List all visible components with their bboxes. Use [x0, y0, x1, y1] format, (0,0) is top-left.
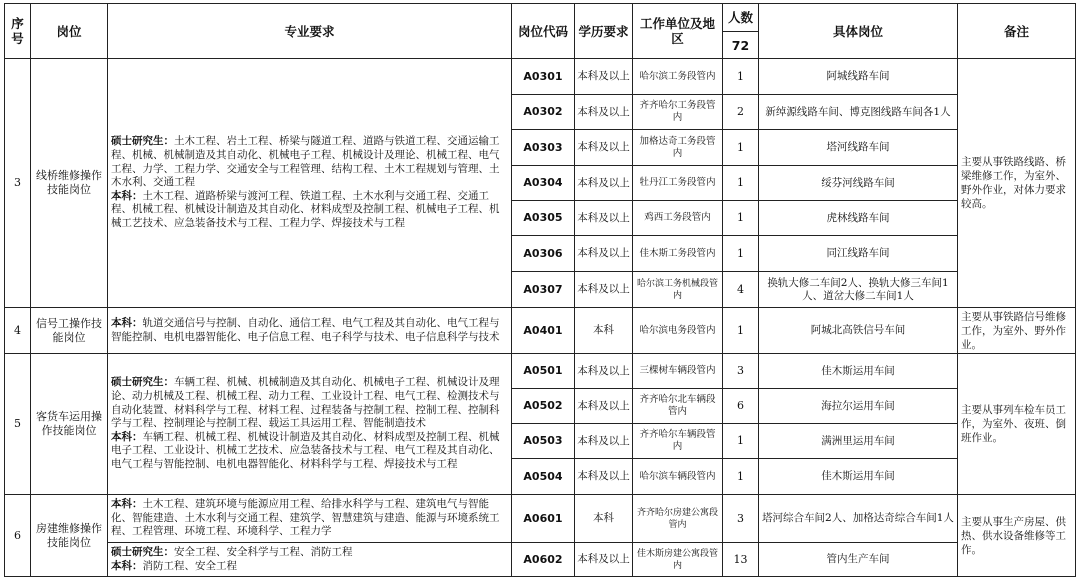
edu-cell: 本科 — [575, 495, 633, 543]
major-text: 土木工程、道路桥梁与渡河工程、铁道工程、土木水利与交通工程、交通工程、机械工程、机械设计制造及其自动化、材料成型及控制工程、机械电子工程、机械工艺技术、应急装备技术与工程、工程力学、焊接技术与工程 — [111, 189, 500, 229]
unit-cell: 佳木斯工务段管内 — [633, 236, 723, 272]
header-post: 岗位 — [31, 4, 108, 59]
header-unit: 工作单位及地区 — [633, 4, 723, 59]
unit-cell: 齐齐哈尔房建公寓段管内 — [633, 495, 723, 543]
count-cell: 1 — [723, 424, 759, 459]
edu-cell: 本科及以上 — [575, 201, 633, 236]
major-requirements — [108, 308, 512, 354]
major-label: 本科： — [111, 559, 143, 572]
count-cell: 1 — [723, 59, 759, 95]
recruitment-table — [4, 3, 1076, 577]
seq-cell: 5 — [5, 354, 31, 495]
post-code: A0303 — [512, 130, 575, 166]
edu-cell: 本科及以上 — [575, 166, 633, 201]
post-code: A0503 — [512, 424, 575, 459]
major-text: 轨道交通信号与控制、自动化、通信工程、电气工程及其自动化、电气工程与智能控制、电机电器智能化、电子信息工程、电子科学与技术、电子信息科学与技术 — [111, 316, 500, 343]
edu-cell: 本科及以上 — [575, 272, 633, 308]
count-cell: 2 — [723, 95, 759, 130]
post-code: A0601 — [512, 495, 575, 543]
edu-cell: 本科及以上 — [575, 59, 633, 95]
edu-cell: 本科及以上 — [575, 236, 633, 272]
post-code: A0302 — [512, 95, 575, 130]
count-cell: 1 — [723, 166, 759, 201]
specific-cell: 管内生产车间 — [759, 543, 958, 577]
specific-cell: 阿城北高铁信号车间 — [759, 308, 958, 354]
post-code: A0304 — [512, 166, 575, 201]
header-count-total: 72 — [723, 32, 759, 59]
remark-cell: 主要从事铁路信号维修工作，为室外、野外作业。 — [958, 308, 1076, 354]
header-seq: 序号 — [5, 4, 31, 59]
specific-cell: 绥芬河线路车间 — [759, 166, 958, 201]
edu-cell: 本科及以上 — [575, 459, 633, 495]
major-label: 本科： — [111, 498, 143, 511]
post-code: A0301 — [512, 59, 575, 95]
major-label: 本科： — [111, 316, 143, 329]
edu-cell: 本科及以上 — [575, 130, 633, 166]
major-label: 硕士研究生： — [111, 376, 174, 389]
unit-cell: 加格达奇工务段管内 — [633, 130, 723, 166]
major-text: 土木工程、建筑环境与能源应用工程、给排水科学与工程、建筑电气与智能化、智能建造、土木水利与交通工程、建筑学、智慧建筑与建造、能源与环境系统工程、工程管理、环境工程、环境科学、工程力学 — [111, 498, 500, 538]
count-cell: 1 — [723, 130, 759, 166]
unit-cell: 鸡西工务段管内 — [633, 201, 723, 236]
post-cell: 客货车运用操作技能岗位 — [31, 354, 108, 495]
specific-cell: 佳木斯运用车间 — [759, 354, 958, 389]
specific-cell: 满洲里运用车间 — [759, 424, 958, 459]
edu-cell: 本科及以上 — [575, 389, 633, 424]
count-cell: 1 — [723, 459, 759, 495]
count-cell: 6 — [723, 389, 759, 424]
count-cell: 4 — [723, 272, 759, 308]
remark-cell: 主要从事列车检车员工作，为室外、夜班、倒班作业。 — [958, 354, 1076, 495]
post-code: A0602 — [512, 543, 575, 577]
specific-cell: 阿城线路车间 — [759, 59, 958, 95]
edu-cell: 本科及以上 — [575, 354, 633, 389]
specific-cell: 换轨大修二车间2人、换轨大修三车间1人、道岔大修二车间1人 — [759, 272, 958, 308]
header-specific: 具体岗位 — [759, 4, 958, 59]
major-requirements — [108, 495, 512, 543]
count-cell: 1 — [723, 236, 759, 272]
specific-cell: 虎林线路车间 — [759, 201, 958, 236]
count-cell: 13 — [723, 543, 759, 577]
seq-cell: 3 — [5, 59, 31, 308]
specific-cell: 佳木斯运用车间 — [759, 459, 958, 495]
post-cell: 信号工操作技能岗位 — [31, 308, 108, 354]
header-remark: 备注 — [958, 4, 1076, 59]
unit-cell: 哈尔滨电务段管内 — [633, 308, 723, 354]
unit-cell: 齐齐哈尔北车辆段管内 — [633, 389, 723, 424]
count-cell: 1 — [723, 201, 759, 236]
post-code: A0502 — [512, 389, 575, 424]
major-requirements — [108, 543, 512, 577]
post-code: A0401 — [512, 308, 575, 354]
edu-cell: 本科及以上 — [575, 543, 633, 577]
header-major: 专业要求 — [108, 4, 512, 59]
specific-cell: 塔河线路车间 — [759, 130, 958, 166]
post-code: A0501 — [512, 354, 575, 389]
header-edu: 学历要求 — [575, 4, 633, 59]
remark-cell: 主要从事铁路线路、桥梁维修工作，为室外、野外作业，对体力要求较高。 — [958, 59, 1076, 308]
post-code: A0504 — [512, 459, 575, 495]
unit-cell: 哈尔滨工务机械段管内 — [633, 272, 723, 308]
specific-cell: 同江线路车间 — [759, 236, 958, 272]
post-code: A0307 — [512, 272, 575, 308]
edu-cell: 本科及以上 — [575, 95, 633, 130]
major-text: 安全工程、安全科学与工程、消防工程 — [174, 545, 353, 558]
major-label: 本科： — [111, 189, 143, 202]
major-label: 硕士研究生： — [111, 135, 174, 148]
major-label: 硕士研究生： — [111, 545, 174, 558]
unit-cell: 三棵树车辆段管内 — [633, 354, 723, 389]
post-code: A0305 — [512, 201, 575, 236]
unit-cell: 哈尔滨车辆段管内 — [633, 459, 723, 495]
seq-cell: 6 — [5, 495, 31, 577]
unit-cell: 牡丹江工务段管内 — [633, 166, 723, 201]
header-count: 人数 — [723, 4, 759, 32]
header-code: 岗位代码 — [512, 4, 575, 59]
major-label: 本科： — [111, 430, 143, 443]
edu-cell: 本科及以上 — [575, 424, 633, 459]
edu-cell: 本科 — [575, 308, 633, 354]
unit-cell: 哈尔滨工务段管内 — [633, 59, 723, 95]
major-text: 土木工程、岩土工程、桥梁与隧道工程、道路与铁道工程、交通运输工程、机械、机械制造及其自动化、机械电子工程、机械设计及理论、机械工程、电气工程、力学、工程力学、交通安全与工程管理、结构工程、土木工程规划与管理、土木水利、交通工程 — [111, 135, 500, 189]
count-cell: 3 — [723, 495, 759, 543]
unit-cell: 佳木斯房建公寓段管内 — [633, 543, 723, 577]
major-requirements — [108, 354, 512, 495]
major-text: 车辆工程、机械、机械制造及其自动化、机械电子工程、机械设计及理论、动力机械及工程、机械工程、动力工程、工业设计工程、电气工程、检测技术与自动化装置、材料科学与工程、材料工程、过程装备与控制工程、控制工程、控制科学与工程、控制理论与控制工程、载运工具运用工程、智能制造技术 — [111, 376, 500, 430]
major-requirements — [108, 59, 512, 308]
count-cell: 3 — [723, 354, 759, 389]
remark-cell: 主要从事生产房屋、供热、供水设备维修等工作。 — [958, 495, 1076, 577]
unit-cell: 齐齐哈尔工务段管内 — [633, 95, 723, 130]
count-cell: 1 — [723, 308, 759, 354]
seq-cell: 4 — [5, 308, 31, 354]
post-code: A0306 — [512, 236, 575, 272]
specific-cell: 塔河综合车间2人、加格达奇综合车间1人 — [759, 495, 958, 543]
major-text: 车辆工程、机械工程、机械设计制造及其自动化、材料成型及控制工程、机械电子工程、工业设计、机械工艺技术、应急装备技术与工程、电气工程及其自动化、电气工程与智能控制、电机电器智能化、材料科学与工程、焊接技术与工程 — [111, 430, 500, 470]
post-cell: 房建维修操作技能岗位 — [31, 495, 108, 577]
specific-cell: 海拉尔运用车间 — [759, 389, 958, 424]
post-cell: 线桥维修操作技能岗位 — [31, 59, 108, 308]
major-text: 消防工程、安全工程 — [142, 559, 237, 572]
unit-cell: 齐齐哈尔车辆段管内 — [633, 424, 723, 459]
specific-cell: 新绰源线路车间、博克图线路车间各1人 — [759, 95, 958, 130]
